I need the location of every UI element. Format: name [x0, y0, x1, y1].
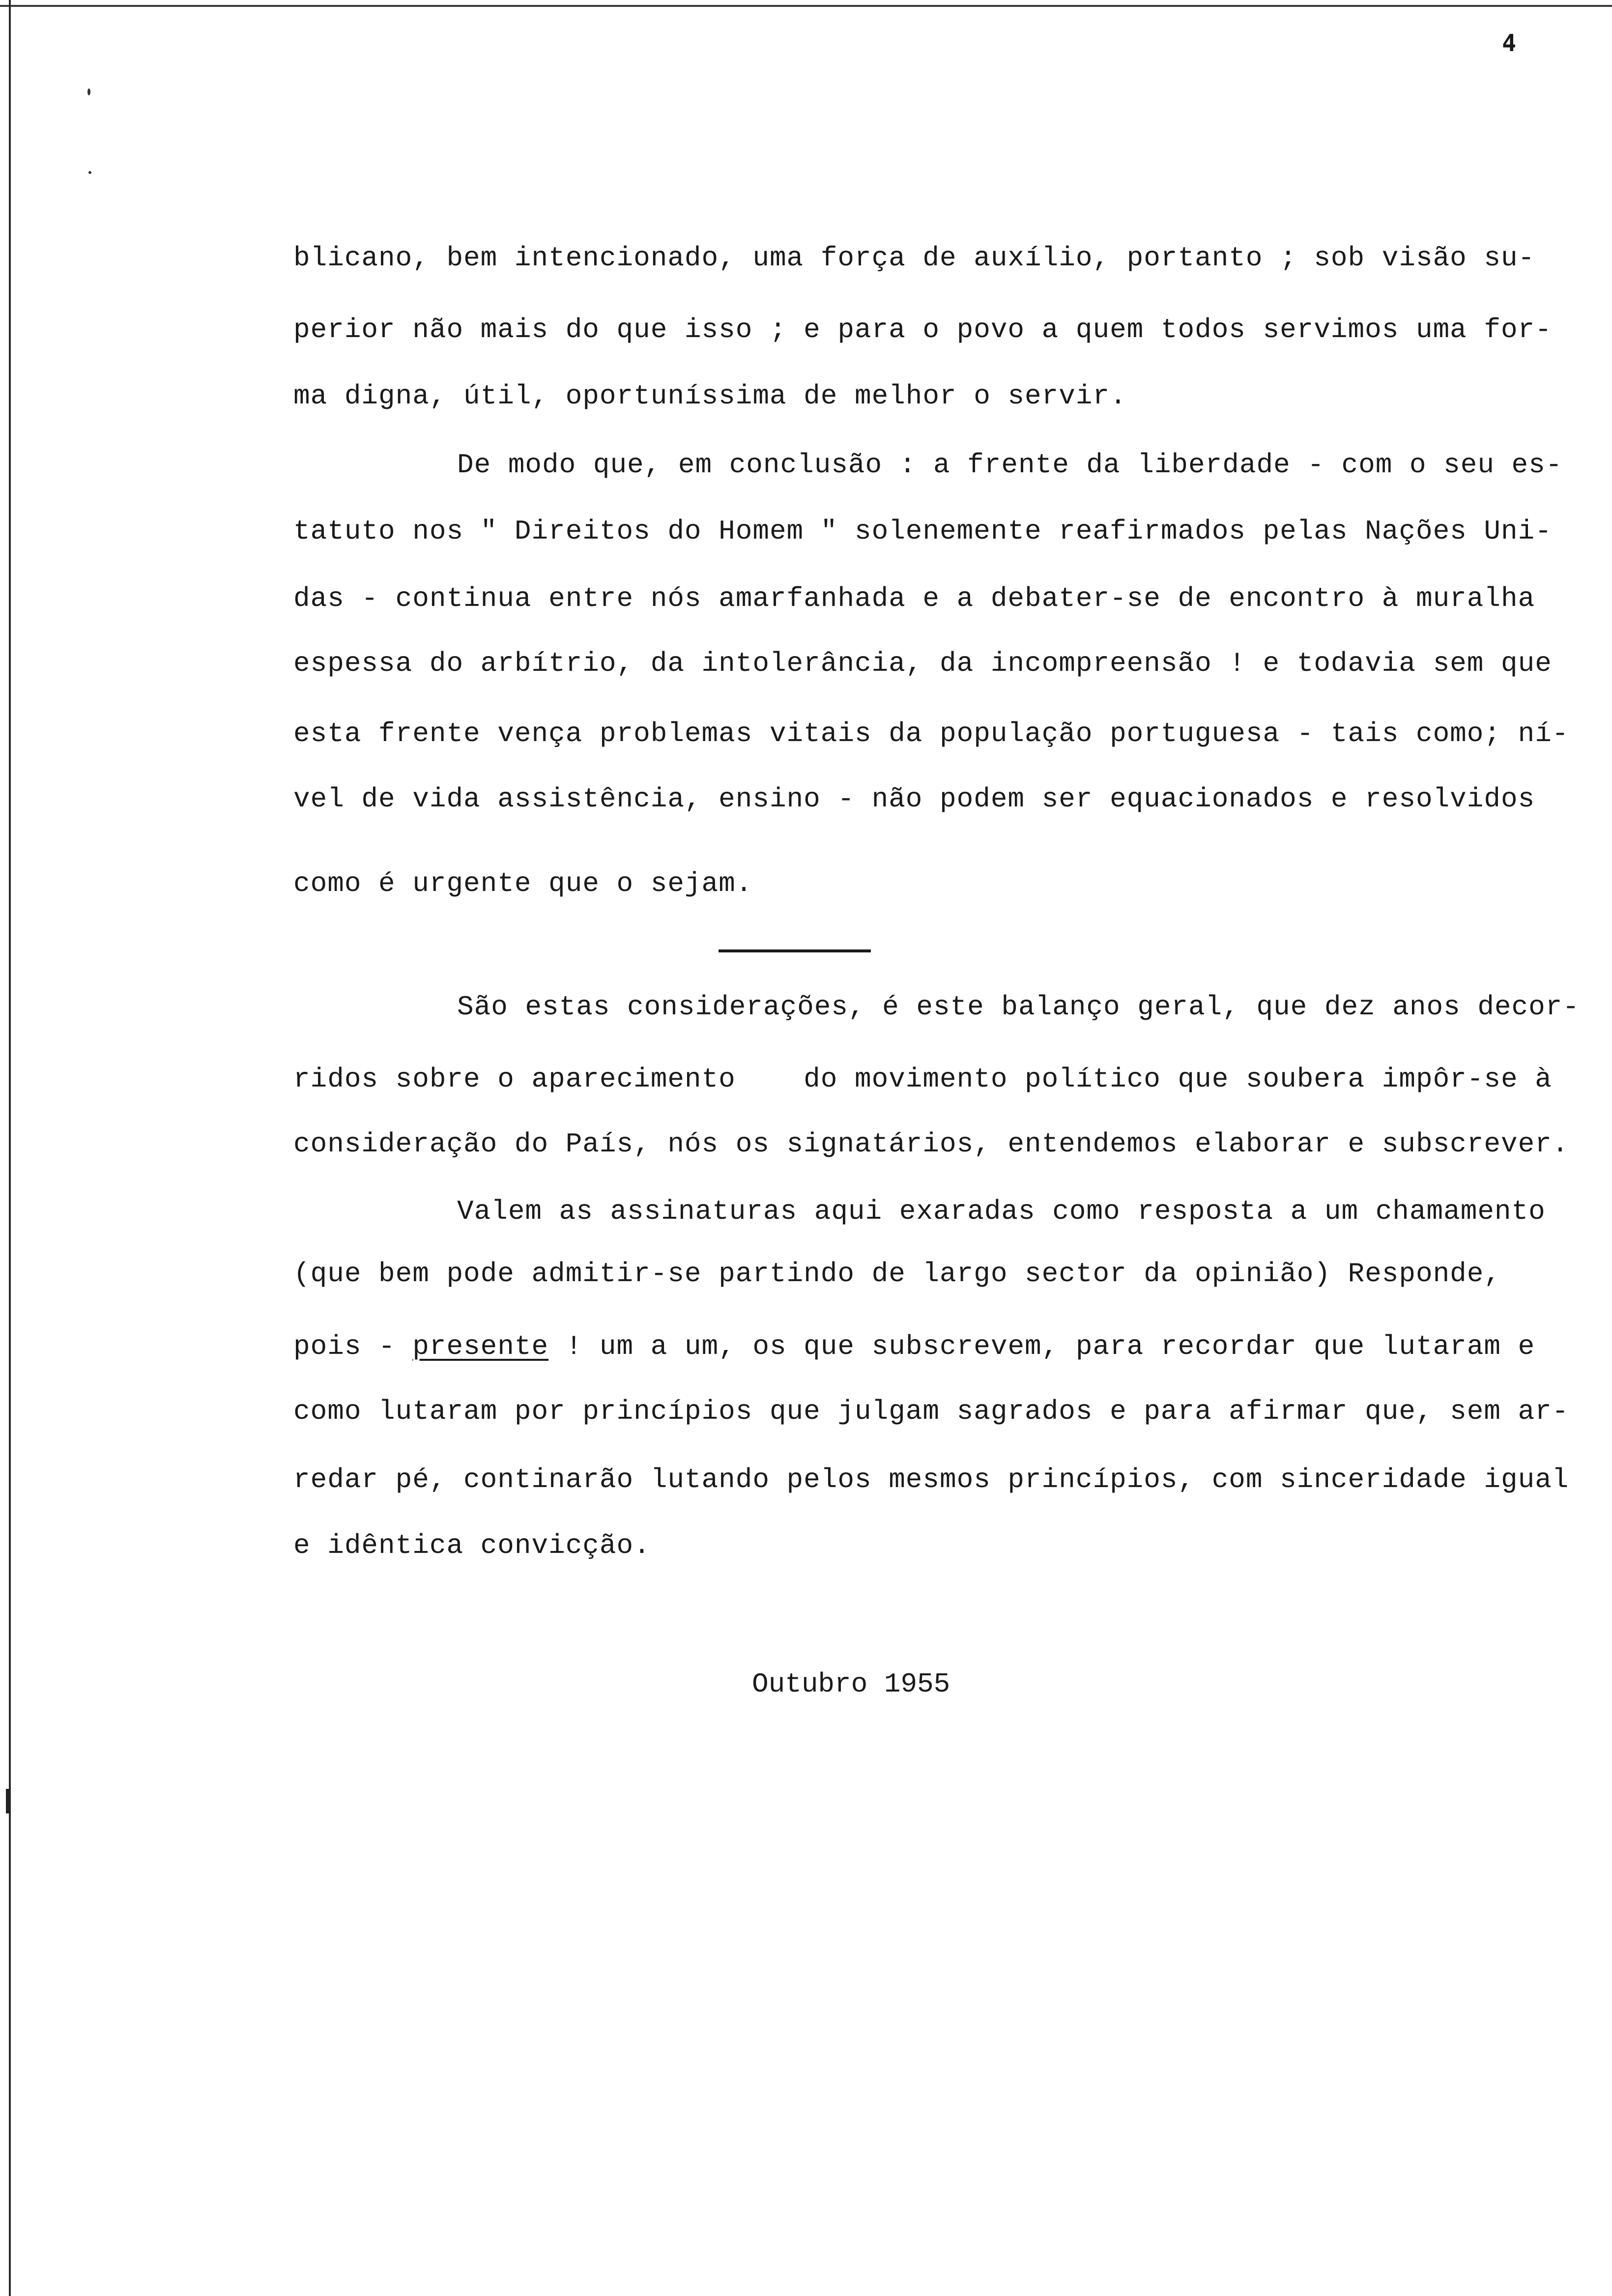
text-segment: ! um a um, os que subscrevem, para recordar que lutaram e [548, 1331, 1535, 1362]
text-line: consideração do País, nós os signatários, entendemos elaborar e subscrever. [293, 1128, 1569, 1160]
text-line: tatuto nos " Direitos do Homem " solenemente reafirmados pelas Nações Uni- [293, 516, 1552, 547]
text-line: (que bem pode admitir-se partindo de largo sector da opinião) Responde, [293, 1258, 1501, 1290]
text-line: como é urgente que o sejam. [293, 868, 753, 899]
binding-mark [6, 1789, 10, 1813]
closing-date: Outubro 1955 [752, 1668, 950, 1700]
paper-speck [88, 171, 91, 174]
text-line: ridos sobre o aparecimento do movimento político que soubera impôr-se à [293, 1063, 1552, 1095]
text-line: esta frente vença problemas vitais da população portuguesa - tais como; ní- [293, 718, 1569, 749]
text-line: ma digna, útil, oportuníssima de melhor o servir. [293, 380, 1127, 412]
text-line: De modo que, em conclusão : a frente da liberdade - com o seu es- [457, 449, 1563, 481]
text-line [293, 1333, 1535, 1360]
text-line: das - continua entre nós amarfanhada e a debater-se de encontro à muralha [293, 583, 1535, 614]
page-top-edge [0, 5, 1612, 7]
section-divider [719, 949, 871, 952]
text-line: e idêntica convicção. [293, 1530, 651, 1561]
text-line: espessa do arbítrio, da intolerância, da incompreensão ! e todavia sem que [293, 648, 1552, 679]
page-number: 4 [1502, 29, 1516, 57]
text-line: como lutaram por princípios que julgam sagrados e para afirmar que, sem ar- [293, 1396, 1569, 1427]
underlined-word: presente [412, 1331, 549, 1362]
text-line: blicano, bem intencionado, uma força de auxílio, portanto ; sob visão su- [293, 242, 1535, 274]
text-segment: pois - [293, 1331, 413, 1362]
text-line: Valem as assinaturas aqui exaradas como resposta a um chamamento [457, 1196, 1546, 1227]
text-line: São estas considerações, é este balanço geral, que dez anos decor- [457, 991, 1580, 1023]
page-left-edge [9, 0, 11, 2296]
text-line: vel de vida assistência, ensino - não podem ser equacionados e resolvidos [293, 783, 1535, 815]
text-line: perior não mais do que isso ; e para o povo a quem todos servimos uma for- [293, 314, 1552, 345]
paper-speck [87, 88, 90, 95]
text-line: redar pé, continarão lutando pelos mesmos princípios, com sinceridade igual [293, 1464, 1569, 1495]
